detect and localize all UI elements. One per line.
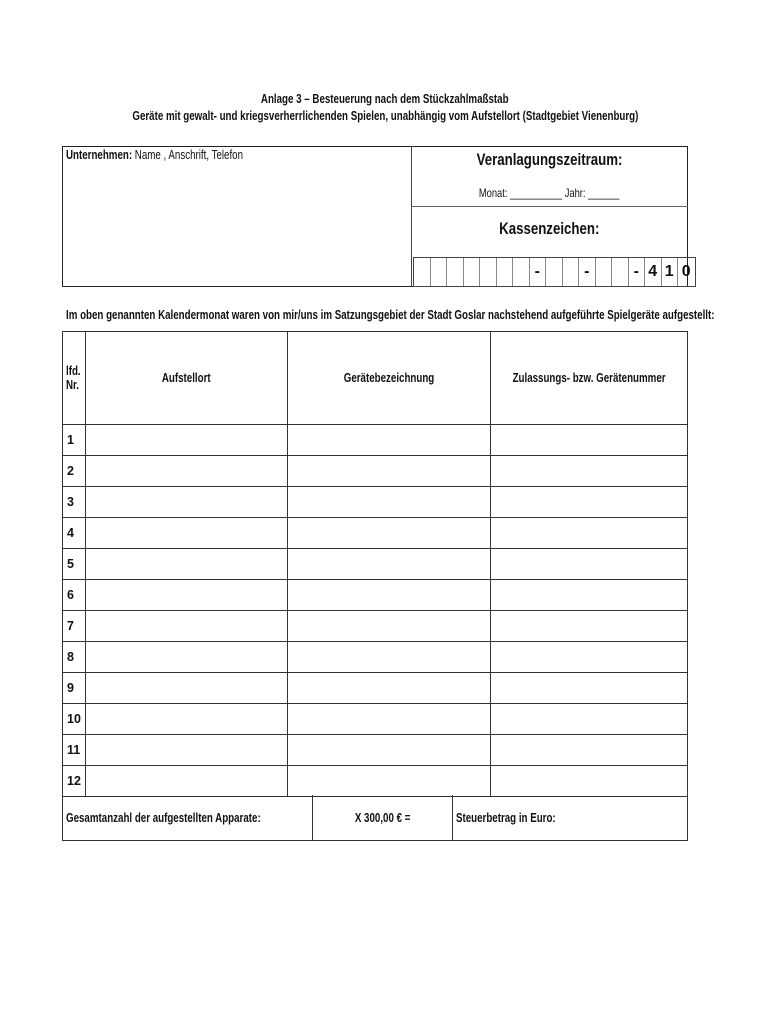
location-cell[interactable] — [85, 425, 287, 456]
row-number: 10 — [63, 704, 86, 735]
table-row — [63, 580, 688, 611]
device-cell[interactable] — [287, 642, 490, 673]
location-cell[interactable] — [85, 735, 287, 766]
table-row — [63, 642, 688, 673]
cash-cell[interactable] — [546, 258, 563, 286]
location-cell[interactable] — [85, 766, 287, 797]
location-cell[interactable] — [85, 611, 287, 642]
cash-cell[interactable] — [497, 258, 514, 286]
number-cell[interactable] — [490, 549, 687, 580]
number-cell[interactable] — [490, 611, 687, 642]
table-row — [63, 704, 688, 735]
row-number: 12 — [63, 766, 86, 797]
cash-cell[interactable] — [612, 258, 629, 286]
location-cell[interactable] — [85, 487, 287, 518]
number-cell[interactable] — [490, 766, 687, 797]
cash-cell[interactable] — [447, 258, 464, 286]
table-row — [63, 425, 688, 456]
cash-cell[interactable] — [431, 258, 448, 286]
total-count-label: Gesamtanzahl der aufgestellten Apparate: — [66, 810, 261, 825]
cash-cell[interactable] — [480, 258, 497, 286]
col-nr-header: lfd. Nr. — [63, 332, 86, 425]
year-input[interactable]: ______ — [588, 186, 620, 200]
month-input[interactable]: __________ — [510, 186, 563, 200]
number-cell[interactable] — [490, 580, 687, 611]
cash-cell[interactable] — [464, 258, 481, 286]
location-cell[interactable] — [85, 673, 287, 704]
device-cell[interactable] — [287, 611, 490, 642]
table-row — [63, 518, 688, 549]
table-row — [63, 766, 688, 797]
company-label: Unternehmen: — [66, 148, 133, 162]
company-detail: Name , Anschrift, Telefon — [132, 148, 244, 162]
col-location-header: Aufstellort — [85, 332, 287, 425]
multiplier-label: X 300,00 € = — [354, 810, 411, 825]
table-row — [63, 549, 688, 580]
row-number: 2 — [63, 456, 86, 487]
period-label: Veranlagungszeitraum: — [476, 150, 623, 169]
number-cell[interactable] — [490, 487, 687, 518]
device-cell[interactable] — [287, 580, 490, 611]
row-number: 7 — [63, 611, 86, 642]
cash-dash: - — [579, 258, 596, 286]
cash-dash: - — [629, 258, 646, 286]
device-cell[interactable] — [287, 456, 490, 487]
table-row — [63, 611, 688, 642]
row-number: 5 — [63, 549, 86, 580]
device-cell[interactable] — [287, 549, 490, 580]
table-row — [63, 673, 688, 704]
row-number: 11 — [63, 735, 86, 766]
cash-cell[interactable] — [513, 258, 530, 286]
multiplier-field — [313, 795, 453, 840]
cash-number-boxes[interactable] — [413, 257, 696, 287]
month-label: Monat: — [479, 186, 508, 200]
form-title: Anlage 3 – Besteuerung nach dem Stückzahlmaßstab — [261, 92, 509, 106]
cash-digit: 0 — [681, 263, 691, 280]
device-cell[interactable] — [287, 704, 490, 735]
row-number: 4 — [63, 518, 86, 549]
row-number: 8 — [63, 642, 86, 673]
location-cell[interactable] — [85, 518, 287, 549]
tax-amount-label: Steuerbetrag in Euro: — [456, 810, 556, 825]
row-number: 3 — [63, 487, 86, 518]
device-cell[interactable] — [287, 518, 490, 549]
cash-digit: 4 — [645, 258, 662, 286]
device-table — [62, 331, 688, 797]
intro-text: Im oben genannten Kalendermonat waren von mir/uns im Satzungsgebiet der Stadt Goslar nachstehend aufgeführte Spielgeräte aufgestellt: — [66, 308, 715, 322]
location-cell[interactable] — [85, 642, 287, 673]
row-number: 6 — [63, 580, 86, 611]
cash-cell[interactable] — [414, 258, 431, 286]
device-cell[interactable] — [287, 673, 490, 704]
cash-digit: 1 — [662, 258, 679, 286]
total-count-field[interactable] — [63, 795, 313, 840]
cash-label: Kassenzeichen: — [499, 219, 600, 238]
number-cell[interactable] — [490, 642, 687, 673]
location-cell[interactable] — [85, 456, 287, 487]
device-cell[interactable] — [287, 425, 490, 456]
form-subtitle: Geräte mit gewalt- und kriegsverherrlichenden Spielen, unabhängig vom Aufstellort (Stadtgebiet Vienenburg) — [131, 109, 639, 123]
device-cell[interactable] — [287, 766, 490, 797]
location-cell[interactable] — [85, 704, 287, 735]
year-label: Jahr: — [565, 186, 586, 200]
row-number: 1 — [63, 425, 86, 456]
total-row — [62, 795, 688, 841]
number-cell[interactable] — [490, 735, 687, 766]
location-cell[interactable] — [85, 580, 287, 611]
col-device-header: Gerätebezeichnung — [287, 332, 490, 425]
col-number-header: Zulassungs- bzw. Gerätenummer — [490, 332, 687, 425]
table-row — [63, 487, 688, 518]
tax-amount-field[interactable] — [453, 795, 687, 840]
table-row — [63, 735, 688, 766]
number-cell[interactable] — [490, 456, 687, 487]
device-cell[interactable] — [287, 487, 490, 518]
period-divider — [411, 206, 688, 207]
row-number: 9 — [63, 673, 86, 704]
number-cell[interactable] — [490, 425, 687, 456]
company-field[interactable] — [66, 148, 293, 162]
number-cell[interactable] — [490, 704, 687, 735]
number-cell[interactable] — [490, 673, 687, 704]
cash-cell[interactable] — [563, 258, 580, 286]
table-row — [63, 456, 688, 487]
cash-dash: - — [530, 258, 547, 286]
period-fields — [411, 186, 688, 200]
table-header-row — [63, 332, 688, 425]
device-cell[interactable] — [287, 735, 490, 766]
number-cell[interactable] — [490, 518, 687, 549]
location-cell[interactable] — [85, 549, 287, 580]
cash-cell[interactable] — [596, 258, 613, 286]
